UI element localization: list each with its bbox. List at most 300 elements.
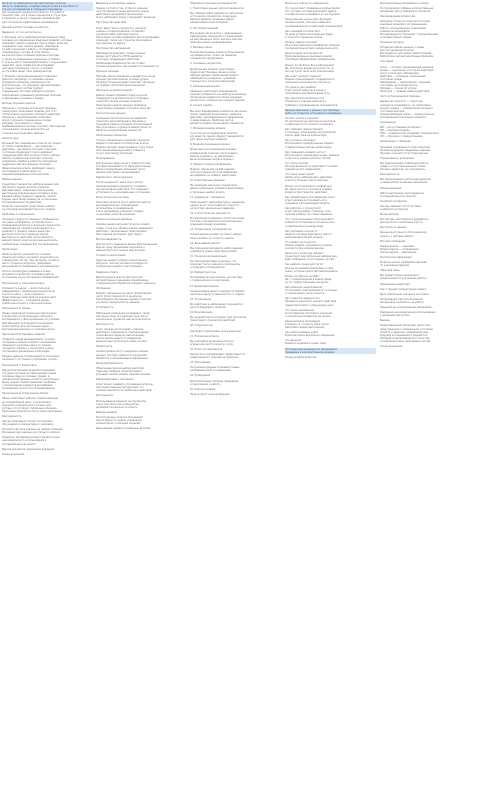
text-column-3: [190, 2, 281, 796]
text-line: 4. Основные результаты: [190, 62, 222, 66]
text-line: Последовательность действий от начала: [285, 165, 338, 169]
text-line: ОП — обучение с подкреплением.: [380, 135, 424, 139]
text-line: Мы приводим несколько траекторий,: [190, 184, 238, 188]
text-line: на новые интерфейсы, устойчивостью к: [2, 220, 53, 224]
text-line: 1. Подготовка данных для экспериментов: [190, 7, 244, 11]
text-line: Крупные модели требуют значительных: [96, 259, 148, 263]
text-line: мы рассмотрим основные подходы и методы: [2, 54, 60, 58]
text-line: и рецензентам за ценные замечания.: [380, 181, 428, 185]
text-line: В этом разделе собраны дополнительные: [380, 7, 434, 11]
text-line: Вклад авторов: [380, 213, 399, 217]
text-line: элементов интерфейса с их свойствами.: [380, 103, 432, 107]
text-line: с графическими ускорителями.: [190, 279, 230, 283]
text-line: 4. Оценка таких систем требует: [2, 87, 44, 91]
text-line: может влиять на точность оценок.: [190, 236, 235, 240]
text-line: основана на современных языковых моделях, которые: [2, 38, 72, 42]
text-line: Задержка ответа: [96, 270, 119, 274]
text-line: копии сайтов; для настольных задач —: [2, 324, 53, 328]
text-line: эксперименты с фиксированным состоянием.: [2, 318, 61, 322]
text-column-5: [380, 2, 471, 796]
text-line: С ростом числа параметров качество: [190, 132, 238, 136]
text-line: улучшить переносимость навыков.: [96, 301, 141, 305]
text-line: позволит нам: что в плане принципов и структуры: [2, 14, 67, 18]
text-line: Большинство современных агентов построено: [2, 141, 62, 145]
text-line: или ограничивающую рамку элемента: [96, 148, 145, 152]
text-line: в одинаковых условиях и средах.: [2, 96, 45, 100]
text-line: компьютером с помощью моделей.: [96, 422, 141, 426]
text-line: действие, преждевременное завершение: [190, 115, 244, 119]
text-line: «Создайте таблицу и посчитайте сумму»: [2, 347, 55, 351]
text-line: контекста при каждом вызове.: [285, 247, 325, 251]
text-line: Данный датасет основан на работах: [2, 25, 49, 29]
text-line: Мультиагентные системы: [96, 195, 129, 199]
text-line: Сетевые задержки не учитывались.: [380, 168, 426, 172]
text-line: с указанием авторства.: [380, 314, 410, 318]
text-line: Обобщение: [96, 286, 111, 290]
text-line: Время реакции агента критично для: [96, 275, 143, 279]
text-line: позволяет масштабировать обучение и: [96, 119, 146, 123]
text-line: Пространство наблюдений: [96, 47, 131, 51]
text-line: Лицензия: материалы распространяются для: [2, 436, 60, 440]
text-line: и показывают лучшие результаты на: [2, 128, 50, 132]
text-line: скриптов и более сильных моделей.: [96, 100, 143, 104]
highlighted-text-line: взяты из открытых источников и проверены: [285, 112, 376, 115]
text-line: макетов и разнообразие элементов.: [96, 129, 142, 133]
text-line: Существует множество наборов данных для: [2, 182, 59, 186]
text-line: пониманием контекста и планированием.: [2, 387, 56, 391]
text-line: неудачных шагов в длинных эпизодах.: [2, 163, 52, 167]
text-line: позволяющих сравнивать различные подходы: [2, 93, 61, 97]
text-line: агенту улучшать поведение на основе: [2, 119, 52, 123]
text-line: 20. Открытый код: [190, 324, 213, 328]
text-line: Введение в постановку задачи: [96, 2, 136, 5]
text-line: и эффективные методы дообучения.: [285, 145, 332, 149]
text-line: области и намечает направления для: [380, 330, 428, 334]
text-line: Промежуточные награды помогают обучению,: [96, 80, 156, 84]
text-line: таких как поиск или калькулятор,: [96, 402, 140, 406]
text-line: Вопросы и ответы по содержанию: [285, 2, 329, 5]
text-line: Эффективность — отношение длины: [2, 298, 50, 302]
text-line: виртуальные машины со снимками диска.: [2, 327, 56, 331]
text-line: От нескольких до нескольких десятков: [285, 119, 336, 123]
text-line: часто плохо переносятся на другие.: [96, 295, 143, 299]
text-line: Результаты подтверждают эффективность: [190, 352, 246, 356]
text-line: Финансирование: [380, 186, 402, 190]
text-line: по схеме «наблюдение — рассуждение —: [2, 144, 56, 148]
text-line: до определённой даты, и не включает: [2, 400, 52, 404]
text-line: Что такое агент управления компьютером?: [285, 7, 341, 11]
text-line: повышает доверие пользователей и: [96, 369, 143, 373]
text-line: 22. Итоги экспериментов: [190, 347, 223, 351]
text-line: Разнообразие обучающих данных помогает: [96, 298, 152, 302]
text-line: состояние среды.: [380, 77, 403, 81]
text-line: действий в интерфейсе приложения.: [96, 13, 144, 17]
text-line: 10. Качественные примеры: [190, 179, 225, 183]
text-line: Небольшие изменения интерфейса, такие: [96, 311, 150, 315]
text-line: предложения по улучшению работы.: [380, 277, 428, 281]
text-line: Доступность данных: [380, 226, 407, 230]
text-line: вредоносных инструкций через контент.: [96, 340, 149, 344]
text-line: Список литературы приведён в конце: [2, 270, 51, 274]
text-line: упрощает анализ ошибок разработчиками.: [96, 373, 151, 376]
text-line: для последующего анализа.: [190, 306, 227, 310]
text-line: интерфейсы, но требует адаптации.: [190, 174, 237, 178]
text-line: много открытых вопросов, требующих: [2, 262, 52, 266]
text-line: модели регулярно улучшают результаты на: [2, 255, 59, 259]
text-line: Какие метрики популярны?: [285, 319, 321, 323]
text-line: ограничили доступ агента к сети.: [190, 342, 234, 346]
text-line: Генерация синтетических интерфейсов: [96, 116, 147, 120]
text-line: нужный элемент не станет видимым.: [285, 213, 333, 217]
text-line: Как избежать зацикливания?: [285, 286, 323, 290]
text-line: Открытые наборы данных и среды: [380, 46, 425, 50]
text-line: Рекомендуемая литература: [380, 15, 416, 19]
text-line: операционных систем. В этом обзоре: [2, 51, 50, 55]
text-line: в графическом интерфейсе по инструкции.: [285, 13, 341, 17]
text-line: через API, через графический интерфейс: [2, 63, 55, 67]
text-line: Вторая версия — исправления.: [380, 247, 420, 251]
text-line: Некоторые системы добавляют высокоуровневые: [96, 35, 160, 39]
text-line: 11. Сравнение с человеком: [190, 195, 225, 199]
text-line: Лицензия на использование материалов: [380, 306, 432, 310]
text-line: или переход по адресу.: [96, 42, 127, 46]
text-line: Оценка в реальном времени: [96, 218, 133, 222]
text-line: Мы признательны участникам разметки: [380, 178, 432, 182]
text-line: Безопасность действий также является: [2, 236, 53, 240]
text-line: 3. Модели с визуальным вводом позволяют: [2, 74, 58, 78]
text-line: лучшие результаты, чем каждая по отдельности.: [96, 64, 160, 68]
text-line: в прошлом, а также о будущих направлениях: [2, 17, 61, 21]
text-line: траекторий, записанных людьми, для того: [2, 109, 57, 113]
text-line: Размер модели, разрешение и длина: [285, 244, 333, 247]
text-line: обработка и анонимизация информации.: [96, 356, 149, 360]
text-line: элементов интерфейса.: [380, 29, 411, 33]
text-line: проанализировать результат и выбрать: [96, 184, 147, 188]
text-line: Агент может задавать уточняющие вопросы: [96, 383, 153, 387]
text-line: «Установите расширение в браузере»: [2, 350, 51, 354]
text-line: Введение: что за «ассистенты»: [2, 30, 42, 34]
text-line: на подзадачи и делегируют их: [2, 169, 42, 173]
text-line: Прочерк означает отсутствие данных.: [380, 151, 429, 155]
text-line: что даже крупные системы решают менее: [2, 371, 57, 375]
text-line: приводят к провалу задачи даже при: [2, 230, 50, 234]
text-line: Ограничить опасные действия и: [285, 100, 327, 104]
text-line: 21. Этические аспекты: [190, 334, 220, 338]
text-line: Подсказки были унифицированы.: [190, 40, 233, 44]
text-line: Клик, ввод текста, прокрутка, нажатие: [96, 26, 147, 30]
highlighted-text-line: Датасет из кибернетики для автономных агентов: [2, 2, 93, 5]
text-line: Почему задача сложная?: [285, 40, 317, 44]
text-line: Обзор охватывает работы, опубликованные: [2, 397, 58, 401]
text-line: Модели обучают предсказывать точку клика: [96, 145, 154, 149]
text-line: 8. Влияние разрешения экрана: [190, 143, 230, 147]
text-line: по веб-страницам и работу с интерфейсами: [2, 48, 59, 52]
text-line: «Измените настройки яркости экрана»: [2, 344, 52, 348]
text-line: Что делать при ошибке?: [285, 86, 317, 90]
text-line: Исследования по обучению с подкреплением: [380, 32, 438, 36]
text-line: несколько минут в зависимости от задачи.: [190, 292, 245, 296]
text-line: перед переходом к следующему шагу.: [285, 303, 335, 307]
text-line: среды и отсутствие внешних помех.: [380, 165, 427, 169]
text-line: Агент должен распознавать опасные: [96, 327, 144, 331]
text-line: завершённых с правильным результатом.: [2, 289, 56, 293]
text-line: последовательности действий.: [2, 201, 42, 205]
text-line: материалы для углублённого изучения.: [380, 10, 431, 14]
text-line: ЯМ — языковая модель.: [380, 129, 411, 133]
text-line: важной темой: агент не должен выполнять: [2, 239, 58, 243]
text-line: Цитирование: при использовании: [380, 297, 423, 301]
text-line: на максимальное число шагов в эпизоде.: [190, 37, 243, 41]
text-line: 5. Абляционный анализ: [190, 84, 220, 88]
text-line: Все модели запускались с одинаковыми: [190, 31, 242, 35]
text-line: Мы приветствуем замечания и: [380, 274, 419, 278]
text-line: определяя элементы управления и их: [2, 81, 51, 85]
text-line: Среды моделируют реальные приложения: [2, 312, 57, 316]
text-line: независимыми аннотаторами.: [190, 21, 229, 25]
text-line: по его текстовому описанию.: [96, 151, 134, 155]
text-line: траекторий с подсветкой действий.: [190, 319, 236, 323]
text-line: для самых крупных моделей.: [190, 138, 228, 142]
text-line: который обновляется по мере выполнения.: [96, 165, 152, 169]
text-line: Успешность, точность шага, число: [285, 322, 329, 326]
text-line: по каждому из рассмотренных направлений.: [2, 276, 60, 280]
text-line: чтобы модель научилась повторять действия.: [2, 113, 61, 116]
text-line: Дата публикации указана в заголовке.: [380, 292, 430, 296]
text-line: Да, используя дерево доступности, но: [285, 66, 334, 70]
text-line: способные обрабатывать изображения.: [285, 58, 336, 62]
text-line: типов: неверная локализация, неверное: [190, 112, 242, 116]
text-line: Сколько шагов в среднем?: [285, 116, 319, 120]
text-line: Дальнейшие разделы посвящены деталям.: [96, 427, 152, 431]
text-line: Все действия и наблюдения сохраняются: [190, 302, 243, 306]
text-line: среде, тогда как офлайн-оценка сравнивает: [96, 226, 153, 230]
text-line: Агент может вернуться назад и: [285, 89, 326, 93]
text-line: альтернативное действие. Это повышает: [96, 187, 149, 191]
text-line: сложных многошаговых задачах.: [2, 131, 45, 135]
text-line: 2. Настройка моделей: [190, 26, 219, 30]
text-line: Обучение с подкреплением позволяет: [2, 116, 51, 120]
text-line: Несколько агентов могут работать вместе,: [96, 200, 151, 204]
text-line: распределяя роли: планировщик,: [96, 203, 139, 207]
text-line: Агент — система, принимающая решения.: [380, 65, 434, 69]
text-line: Воспроизводимость: [96, 237, 122, 241]
text-line: демонстрирующих успешное выполнение: [190, 187, 244, 191]
text-line: или через командную строку, и каждый: [2, 66, 53, 70]
text-line: Комбинированные методы сочетают оба подхода: [2, 125, 66, 129]
text-line: Все авторы участвовали в разработке: [380, 218, 429, 222]
text-line: Авторы благодарят коллег за полезные: [2, 419, 53, 423]
text-line: по указанным адресам.: [380, 264, 410, 268]
text-line: Наблюдения включают снимки экрана,: [96, 52, 146, 56]
text-line: половины задач в сложных средах, а: [2, 374, 50, 378]
text-line: Снимки экрана, описания заданий и: [285, 21, 332, 25]
text-line: изображений помогает распознавать: [190, 151, 238, 155]
text-line: при неоднозначных инструкциях, что: [96, 386, 144, 390]
text-line: направления для исследований.: [190, 369, 232, 373]
text-line: Ограничения и допущения: [380, 156, 415, 160]
text-line: и параллельная обработка снижают задержку.: [96, 281, 157, 285]
text-line: Обзорные статьи по агентам на основе: [380, 20, 431, 24]
text-line: генерацию кода, анализ данных, навигацию: [2, 45, 59, 49]
text-line: Дообученные модели существенно: [190, 67, 235, 71]
text-line: задания до его завершения.: [285, 168, 322, 172]
text-line: значительно ухудшить результаты агента.: [96, 317, 151, 321]
text-line: веб-навигацию, мобильные приложения,: [2, 189, 55, 193]
text-line: Основные трудности связаны с обобщением: [2, 217, 59, 221]
text-line: Явное планирование уменьшает число: [96, 168, 146, 172]
text-line: будущих исследований и разработок.: [380, 333, 429, 337]
text-line: является ключевой способностью агента.: [96, 142, 150, 146]
text-line: операции, такие как открытие приложения: [96, 38, 152, 42]
text-line: для построения эффективных интерфейсов: [2, 20, 58, 24]
text-line: на естественном языке выполнить серию: [96, 10, 149, 14]
text-line: но требуют дополнительной разметки.: [96, 84, 146, 88]
text-line: и протокол оценки для всех систем.: [285, 156, 332, 160]
text-line: агента в течение одного эпизода.: [285, 179, 329, 183]
text-line: 25. Краткое резюме: [190, 387, 216, 391]
text-line: Как собирают демонстрации?: [285, 128, 323, 132]
text-line: языковых моделей и их применению.: [380, 23, 428, 27]
text-line: улучшается, однако прирост замедляется: [190, 135, 244, 139]
text-line: и добавить новые типы приложений.: [190, 249, 238, 253]
text-line: входят в пространство действий.: [285, 190, 328, 194]
text-line: результаты, особенно на сложных задачах.: [190, 99, 246, 103]
text-line: Более высокое разрешение входных: [190, 148, 237, 152]
text-line: документа и включает основные работы: [2, 273, 54, 277]
text-line: Мы планируем расширить набор заданий: [190, 246, 243, 250]
text-line: в интерактивных средах.: [380, 35, 413, 39]
text-line: единый протокол оценки результатов.: [96, 249, 146, 253]
highlighted-text-line: Итоговые рекомендации по применению: [285, 348, 376, 351]
text-line: превосходят базовые линии на всех: [190, 70, 236, 74]
text-line: компактные модели и дистилляция.: [96, 265, 143, 269]
text-line: и переключаться между ними.: [285, 224, 325, 228]
text-line: попробовать альтернативный путь.: [285, 92, 331, 96]
text-line: с локализацией элементов интерфейса,: [2, 384, 54, 388]
text-line: награды, получаемой от среды.: [2, 122, 43, 126]
text-line: Устойчивость: [96, 306, 114, 310]
text-line: Из-за разнообразия интерфейсов, длинных: [285, 44, 341, 48]
text-line: Что такое траектория?: [285, 173, 315, 177]
text-line: состояния, формирует план и выбирает: [2, 151, 53, 155]
text-line: Приложение Г. Результаты: [2, 363, 37, 367]
text-line: исследовательских грантов.: [380, 194, 417, 198]
text-line: позволяют решать широкий спектр задач, включая: [2, 42, 68, 46]
text-line: Что такое заземление?: [285, 308, 315, 312]
text-line: Конец документа.: [2, 452, 26, 456]
text-line: 18. Логирование: [190, 297, 212, 301]
text-line: Благодарности: [2, 414, 22, 418]
text-line: Наблюдение — информация о текущем: [380, 80, 431, 84]
text-line: 2. Агенты могут взаимодействовать с окружением: [2, 60, 67, 64]
text-column-2: [96, 2, 187, 796]
text-line: Модель предсказывает координаты по: [285, 77, 335, 81]
text-line: Как учитывать контекст?: [285, 229, 318, 233]
text-line: Награда — сигнал об успехе.: [380, 87, 418, 91]
text-line: Мы учитывали возможные риски и: [190, 339, 235, 343]
text-line: и появление новых прикладных систем.: [380, 339, 431, 343]
text-line: Для длинных задач агенту требуется план,: [96, 161, 152, 165]
text-line: Дерево доступности — структура: [380, 100, 423, 104]
text-line: Разрешено некоммерческое использование: [380, 311, 436, 315]
text-line: которых отсутствуют публичные описания.: [2, 406, 58, 410]
text-line: предсказанных действий на каждом шаге.: [2, 295, 57, 299]
text-line: описывающий положение элемента.: [380, 115, 427, 119]
text-line: покрывать редкие сценарии использования.: [96, 123, 153, 126]
text-line: Что влияет на скорость?: [285, 240, 317, 244]
text-line: Подход прост и масштабируем.: [190, 392, 231, 396]
text-line: Инструменты для записи демонстраций.: [380, 52, 432, 56]
text-line: снижает успешность на заметную величину.: [190, 93, 248, 97]
text-line: Отслеживать повторяющиеся состояния: [285, 289, 337, 293]
text-column-4: [285, 2, 376, 796]
text-line: Работа выполнена при поддержке: [380, 191, 424, 195]
text-line: действие», где модель получает описание: [2, 147, 57, 151]
text-line: Да, ввод текста и сочетания клавиш: [285, 187, 332, 191]
text-line: Библиотеки для автоматизации браузера.: [380, 55, 434, 59]
text-line: Данные доступны по обоснованному: [380, 231, 427, 235]
text-line: ИИ — искусственный интеллект.: [380, 126, 422, 130]
text-line: Как повысить надёжность?: [285, 297, 320, 301]
text-line: Точное определение координат элемента: [96, 139, 150, 143]
text-line: действия с записанными траекториями.: [96, 229, 148, 233]
text-line: 12. Статистическая значимость: [190, 211, 231, 215]
text-line: Как обрабатывать всплывающие окна?: [285, 195, 335, 199]
text-line: последовательности действий пользователя.: [285, 24, 343, 28]
text-line: из способов имеет свои преимущества.: [2, 69, 53, 73]
text-line: Приложение Д. Ограничения обзора: [2, 392, 49, 396]
text-line: ресурсов, поэтому активно исследуются: [96, 262, 148, 266]
text-line: и модели без дообучения.: [190, 57, 224, 61]
text-line: Снимки экрана могут содержать личные: [96, 350, 148, 354]
text-line: Оба подхода дополняют друг друга.: [96, 232, 143, 236]
text-line: специализированным исполнителям.: [2, 172, 50, 176]
text-line: траектории агента к эталонной длине.: [2, 302, 52, 306]
text-line: Код будет опубликован после рецензии.: [190, 329, 242, 333]
text-line: человеческий уровень остаётся значительно: [2, 377, 60, 381]
text-line: горизонтом и сложной навигацией.: [190, 79, 236, 83]
text-line: и типичные ошибки агента.: [190, 190, 226, 194]
text-line: Приложение В. Примеры заданий: [2, 332, 45, 336]
text-line: наборах данных. Наибольший прирост: [190, 73, 240, 77]
text-line: Как оценивается качество?: [285, 29, 320, 33]
text-line: вычислительные затраты модели.: [190, 157, 234, 161]
text-line: Для веб-задач используются локальные: [2, 321, 54, 325]
text-line: Третья версия — финальная.: [380, 250, 417, 254]
text-line: методологии и написании текста.: [380, 221, 424, 225]
text-line: является ошибка локализации элементов.: [190, 121, 244, 125]
text-line: Значения усреднены по трём запускам.: [380, 145, 431, 149]
text-line: 1. Большая часть моделей для выполнения задач: [2, 35, 66, 39]
text-line: Часто встречающиеся термины: [380, 95, 421, 99]
highlighted-text-line: Важное замечание о данных: все примеры: [285, 109, 376, 112]
text-line: Инструменты: [96, 394, 114, 398]
text-line: Обучение на демонстрациях: [96, 89, 133, 93]
text-line: существенно повышает итоговое качество.: [96, 106, 152, 110]
text-line: следующее действие из допустимого набора.: [2, 154, 61, 158]
text-line: Отключение рефлексии также ухудшает: [190, 96, 243, 100]
text-line: Выводы: [380, 319, 390, 323]
text-line: 24. Примечания: [190, 374, 211, 378]
text-line: Мы предполагаем стабильную работу: [380, 161, 429, 165]
text-line: Заключение: [2, 247, 18, 251]
text-line: Что дальше?: [285, 339, 302, 343]
text-line: описанию и визуальному контексту.: [285, 80, 332, 84]
text-line: и точности отдельных шагов.: [285, 35, 323, 39]
text-line: и историю предыдущих действий.: [96, 58, 140, 62]
text-line: расположение, что упрощает автоматизацию.: [2, 84, 62, 88]
text-line: тестами с поправкой на множественные: [190, 220, 242, 224]
